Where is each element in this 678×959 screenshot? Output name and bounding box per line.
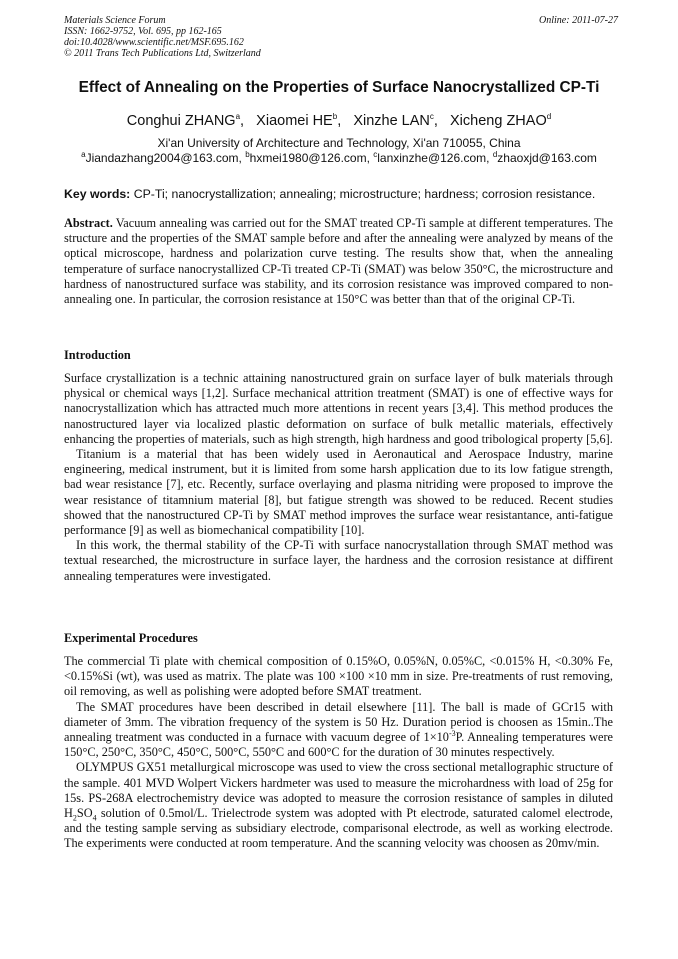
paper-title: Effect of Annealing on the Properties of Surface Nanocrystallized CP-Ti xyxy=(78,79,600,96)
author-name: Xiaomei HE xyxy=(256,113,333,129)
email: Jiandazhang2004@163.com xyxy=(85,151,239,165)
doi: doi:10.4028/www.scientific.net/MSF.695.162 xyxy=(64,37,244,48)
copyright: © 2011 Trans Tech Publications Ltd, Switzerland xyxy=(64,48,261,59)
keywords-label: Key words: xyxy=(64,187,131,201)
email: lanxinzhe@126.com xyxy=(377,151,487,165)
author-name: Conghui ZHANG xyxy=(126,113,236,129)
abstract xyxy=(64,216,613,307)
text-run: solution of 0.5mol/L. Trielectrode system was adopted with Pt electrode, saturated calomel electrode, and the testing sample serving as subsidiary electrode, comparisonal electrode, as well as working electrode. The experiments were conducted at room temperature. And the scanning velocity was choosen as 20mv/min. xyxy=(64,806,613,851)
introduction-body xyxy=(64,371,613,584)
keywords xyxy=(64,187,618,201)
text-run: SO xyxy=(76,806,93,821)
paragraph xyxy=(64,760,613,851)
journal-name: Materials Science Forum xyxy=(64,15,166,26)
email: zhaoxjd@163.com xyxy=(497,151,597,165)
email-list: $^a$Jiandazhang2004@163.com, $^b$hxmei1980@126.com, $^c$lanxinzhe@126.com, $^d$zhaoxjd@163.com xyxy=(81,150,597,165)
text-run: OLYMPUS GX51 metallurgical microscope was used to view the cross sectional metallographic structure of the sample. 401 MVD Wolpert Vickers hardmeter was used to measure the microhardness with load of 25g for 15s. PS-268A electrochemistry device was adopted to measure the corrosion resistance of samples in diluted H xyxy=(64,760,613,821)
author-name: Xicheng ZHAO xyxy=(450,113,547,129)
text-run: P. Annealing temperatures were 150°C, 250°C, 350°C, 450°C, 500°C, 550°C and 600°C for the duration of 30 minutes respectively. xyxy=(64,730,614,760)
paragraph: Surface crystallization is a technic attaining nanostructured grain on surface layer of bulk materials through physical or chemical ways [1,2]. Surface mechanical attrition treatment (SMAT) is one of effective ways for nanocrystallization which has attracted much more attentions in recent years [3,4]. This method produces the nanostructured layer via localized plastic deformation on surface of bulk metallic materials, effectively enhancing the properties of materials, such as high strength, high hardness and good tribological property [5,6]. xyxy=(64,371,613,446)
email: hxmei1980@126.com xyxy=(249,151,367,165)
email-sup: a xyxy=(81,150,86,159)
author-sup: a xyxy=(235,112,241,122)
abstract-text: Vacuum annealing was carried out for the SMAT treated CP-Ti sample at different temperatures. The structure and the properties of the SMAT sample before and after the annealing were analyzed by means of the optical microscope, hardness and polarization curve testing. The results show that, when the annealing temperature of surface nanocrystallized CP-Ti treated CP-Ti (SMAT) was below 350°C, the microstructure and hardness of nanostructured surface was stability, and its corrosion resistance was improved compared to non-annealing one. In particular, the corrosion resistance at 150°C was better than that of the original CP-Ti. xyxy=(64,216,613,307)
issn: ISSN: 1662-9752, Vol. 695, pp 162-165 xyxy=(64,26,222,37)
email-sup: c xyxy=(373,150,378,159)
experimental-body xyxy=(64,654,613,852)
author-name: Xinzhe LAN xyxy=(353,113,430,129)
affiliation: Xi'an University of Architecture and Technology, Xi'an 710055, China xyxy=(157,136,521,150)
online-date: Online: 2011-07-27 xyxy=(539,15,618,26)
affiliation-block xyxy=(40,136,638,166)
journal-header xyxy=(64,15,618,59)
paragraph: In this work, the thermal stability of the CP-Ti with surface nanocrystallation through SMAT method was textual researched, the microstructure in surface layer, the hardness and the corrosion resistance at diffirent annealing temperatures were investigated. xyxy=(64,538,613,583)
abstract-label: Abstract. xyxy=(64,216,113,230)
author-sup: c xyxy=(429,112,434,122)
keywords-text: CP-Ti; nanocrystallization; annealing; microstructure; hardness; corrosion resistance. xyxy=(133,187,596,201)
paragraph xyxy=(64,700,613,761)
email-sup: b xyxy=(245,150,250,159)
email-sup: d xyxy=(492,150,498,159)
subscript: 4 xyxy=(92,813,97,823)
exponent: -3 xyxy=(448,728,456,738)
paragraph: The commercial Ti plate with chemical composition of 0.15%O, 0.05%N, 0.05%C, <0.015% H, <0.30% Fe, <0.15%Si (wt), was used as matrix. The plate was 100 ×100 ×10 mm in size. Pre-treatments of rust removing, oil removing, as well as polishing were adopted before SMAT treatment. xyxy=(64,654,613,699)
author-list: Conghui ZHANG$^a$, Xiaomei $HE^b$, Xinzhe LAN$^c$, Xicheng ZHAO$^d$ xyxy=(126,112,552,129)
author-sup: d xyxy=(546,112,552,122)
text-run: The SMAT procedures have been described in detail elsewhere [11]. The ball is made of GCr15 with diameter of 3mm. The vibration frequency of the system is 50 Hz. Duration period is choosen as 15min..The annealing treatment was conducted in a furnace with vacuum degree of 1×10 xyxy=(64,699,613,745)
paragraph: Titanium is a material that has been widely used in Aeronautical and Aerospace Industry, marine engineering, medical instrument, but it is limited from some harsh application due to its low fatigue strength, bad wear resistance [7], etc. Recently, surface overlaying and plasma nitriding were proposed to improve the wear resistance of titamnium material [8], but fatigue strength was showed to be reduced. Recent studies showed that the nanostructured CP-Ti by SMAT method improves the surface wear resistantance, anti-fatigue performance [9] as well as biomechanical compatibility [10]. xyxy=(64,447,613,538)
section-heading-experimental: Experimental Procedures xyxy=(64,631,198,645)
section-heading-introduction: Introduction xyxy=(64,348,131,362)
author-sup: b xyxy=(332,112,338,122)
subscript: 2 xyxy=(72,813,77,823)
